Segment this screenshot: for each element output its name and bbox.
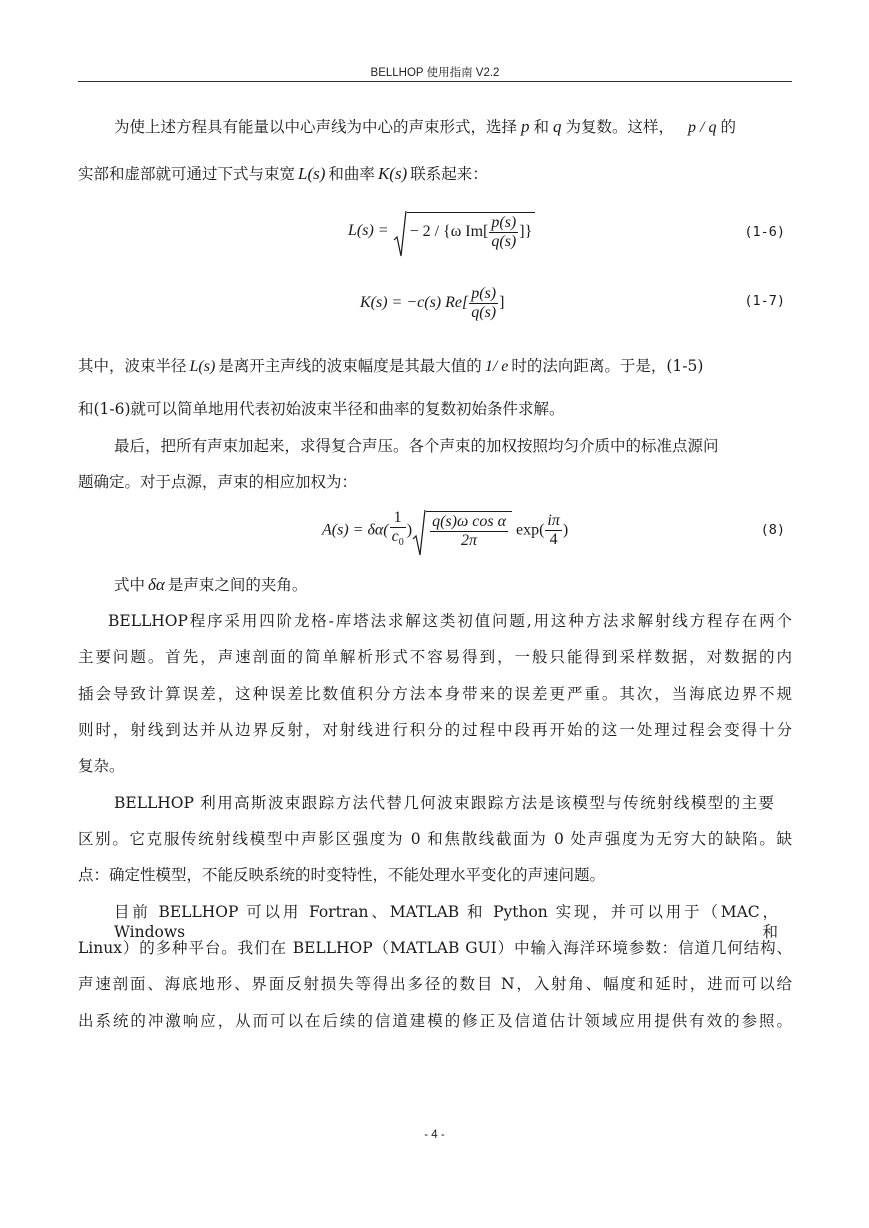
text: 为使上述方程具有能量以中心声线为中心的声束形式，选择 <box>114 118 518 136</box>
math-K-s: K(s) <box>377 164 408 183</box>
para6-line2: 区别。它克服传统射线模型中声影区强度为 0 和焦散线截面为 0 处声强度为无穷大的缺陷。缺 <box>78 830 792 848</box>
denominator-c: c <box>391 528 399 545</box>
equation-number: (8) <box>760 522 785 538</box>
eq2-post: ] <box>499 294 505 312</box>
sqrt-symbol <box>412 511 512 550</box>
numerator: q(s)ω cos α <box>432 513 506 531</box>
equation-8 <box>322 509 568 552</box>
text: 实部和虚部就可通过下式与束宽 <box>78 165 296 183</box>
para7-line1: 目前 BELLHOP 可以用 Fortran、MATLAB 和 Python 实现，并可以用于（MAC，Windows 和 <box>114 903 778 941</box>
text: 和 <box>533 118 550 136</box>
eq1-inner-post: ]} <box>519 223 533 241</box>
eq1-inner-pre: − 2 / {ω Im[ <box>409 223 489 241</box>
text: 其中，波束半径 <box>78 357 187 375</box>
math-p-over-q: p / q <box>688 119 717 136</box>
math-L-s: L(s) <box>298 164 326 183</box>
text: 和曲率 <box>328 165 375 183</box>
eq3-exp-pre: exp( <box>511 521 545 539</box>
denominator: q(s) <box>471 304 497 321</box>
math-q: q <box>553 117 562 136</box>
text: 是声束之间的夹角。 <box>167 576 308 594</box>
equation-number: (1-7) <box>744 293 785 309</box>
para6-line1: BELLHOP 利用高斯波束跟踪方法代替几何波束跟踪方法是该模型与传统射线模型的主要 <box>114 794 774 812</box>
para2-line1 <box>78 356 792 377</box>
fraction <box>545 512 561 549</box>
para1-line2 <box>78 164 792 184</box>
eq1-lhs: L(s) = <box>348 222 393 240</box>
radical-sign <box>393 210 407 258</box>
para5-line1: BELLHOP程序采用四阶龙格-库塔法求解这类初值问题,用这种方法求解射线方程存在两个 <box>108 612 792 630</box>
page-number: - 4 - <box>424 1129 445 1141</box>
para5-line3: 插会导致计算误差，这种误差比数值积分方法本身带来的误差更严重。其次，当海底边界不规 <box>78 685 792 703</box>
numerator: p(s) <box>471 285 497 302</box>
denominator: q(s) <box>491 233 517 250</box>
text: 时的法向距离。于是，(1-5) <box>511 357 704 375</box>
fraction <box>469 285 498 322</box>
page-header: BELLHOP 使用指南 V2.2 <box>370 67 500 79</box>
para5-line2: 主要问题。首先，声速剖面的简单解析形式不容易得到，一般只能得到采样数据，对数据的内 <box>78 648 792 666</box>
math-delta-alpha: δα <box>148 575 165 594</box>
radical-sign <box>412 509 426 557</box>
para3-line2: 题确定。对于点源，声束的相应加权为： <box>78 473 358 491</box>
para7-line2: Linux）的多种平台。我们在 BELLHOP（MATLAB GUI）中输入海洋环境参数：信道几何结构、 <box>78 939 792 957</box>
para7-line4: 出系统的冲激响应，从而可以在后续的信道建模的修正及信道估计领域应用提供有效的参照。 <box>78 1012 792 1030</box>
para3-line1: 最后，把所有声束加起来，求得复合声压。各个声束的加权按照均匀介质中的标准点源问 <box>114 437 719 455</box>
numerator: 1 <box>390 509 406 528</box>
numerator: iπ <box>547 512 560 530</box>
equation-1-7 <box>360 285 504 322</box>
radicand <box>426 511 512 550</box>
para5-line5: 复杂。 <box>78 757 125 775</box>
fraction <box>430 513 508 550</box>
denominator: 4 <box>549 531 558 549</box>
denominator: 2π <box>461 532 478 550</box>
para2-line2: 和(1-6)就可以简单地用代表初始波束半径和曲率的复数初始条件求解。 <box>78 400 565 418</box>
eq3-mid: ) <box>406 521 413 539</box>
text: 是离开主声线的波束幅度是其最大值的 <box>218 357 482 375</box>
math-one-over-e: 1/ e <box>484 358 509 375</box>
header-rule <box>78 81 792 82</box>
fraction <box>489 214 518 251</box>
para4-line1 <box>114 575 792 595</box>
eq2-lhs: K(s) = −c(s) Re[ <box>360 294 469 312</box>
para7-line3: 声速剖面、海底地形、界面反射损失等得出多径的数目 N，入射角、幅度和延时，进而可以给 <box>78 975 792 993</box>
text: 联系起来： <box>410 165 488 183</box>
para6-line3: 点：确定性模型，不能反映系统的时变特性，不能处理水平变化的声速问题。 <box>78 866 606 884</box>
equation-1-6 <box>348 212 535 251</box>
para1-line1 <box>114 117 792 138</box>
math-L-s: L(s) <box>189 358 216 375</box>
text: 的 <box>720 118 737 136</box>
eq3-lhs: A(s) = δα( <box>322 521 389 539</box>
text: 为复数。这样， <box>565 118 675 136</box>
fraction <box>390 509 406 552</box>
eq3-exp-post: ) <box>562 521 569 539</box>
math-p: p <box>521 117 530 136</box>
sqrt-symbol <box>393 212 536 251</box>
para5-line4: 则时，射线到达并从边界反射，对射线进行积分的过程中段再开始的这一处理过程会变得十分 <box>78 721 792 739</box>
radicand <box>407 212 536 251</box>
numerator: p(s) <box>491 214 517 231</box>
subscript: 0 <box>398 537 404 549</box>
denominator <box>390 528 406 552</box>
text: 式中 <box>114 576 146 594</box>
equation-number: (1-6) <box>744 224 785 240</box>
